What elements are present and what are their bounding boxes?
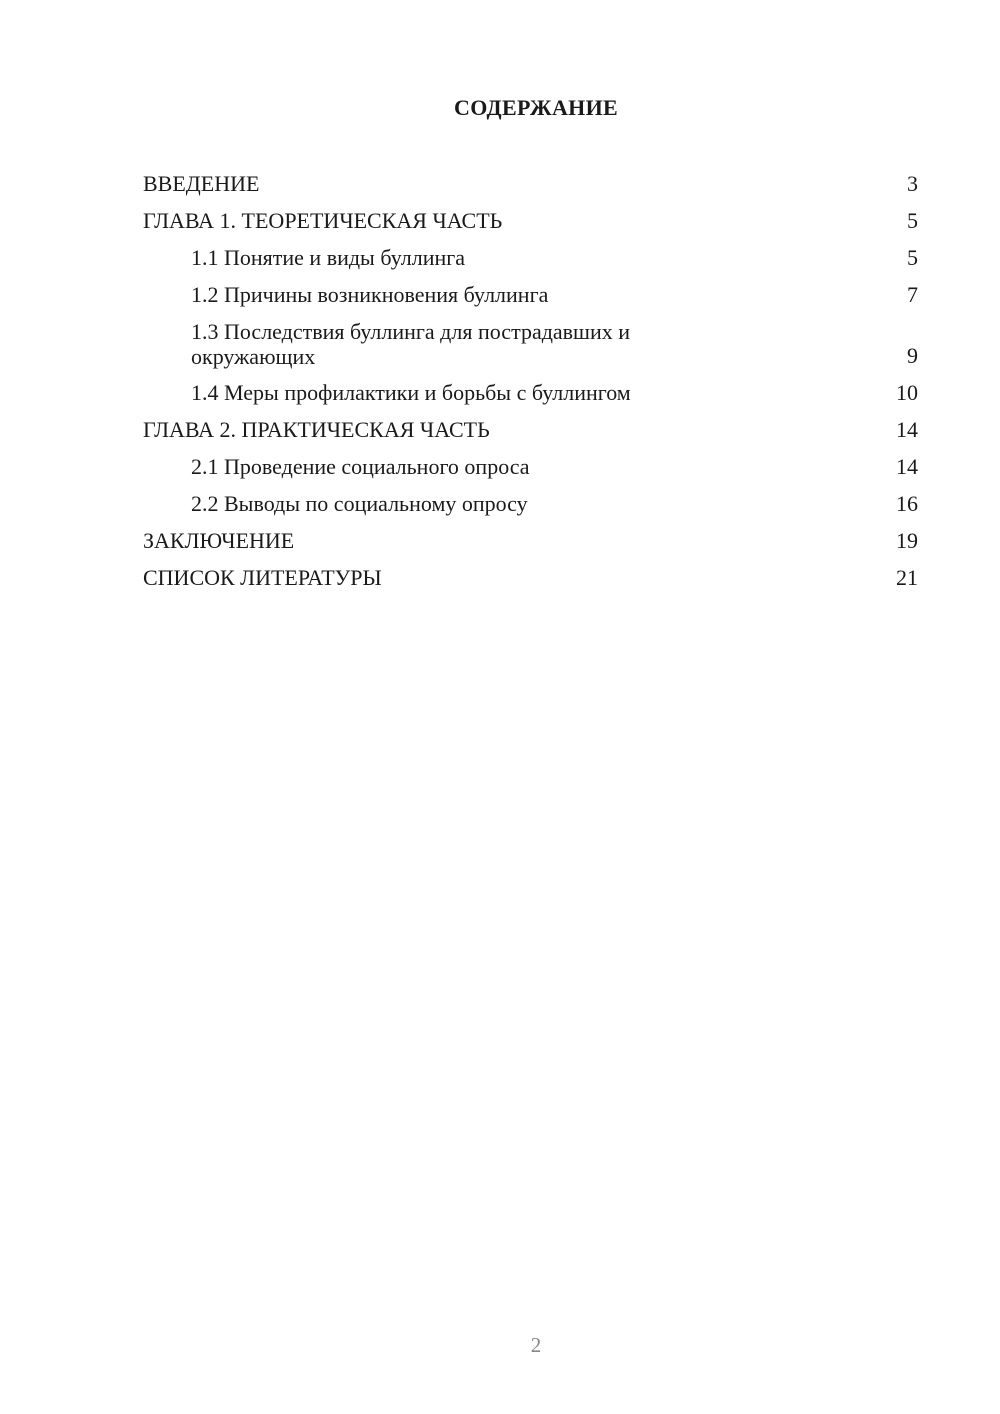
toc-entry-page: 14 [896, 417, 918, 442]
toc-entry-title: ВВЕДЕНИЕ [143, 171, 260, 196]
page-title: СОДЕРЖАНИЕ [454, 95, 618, 120]
toc-entry-section-2-2[interactable] [143, 488, 918, 525]
toc-entry-title: 1.4 Меры профилактики и борьбы с буллингом [191, 380, 631, 405]
toc-entry-chapter-1[interactable] [143, 205, 918, 242]
toc-entry-title: 1.2 Причины возникновения буллинга [191, 282, 549, 307]
toc-entry-introduction[interactable] [143, 168, 918, 205]
toc-entry-section-1-4[interactable] [143, 377, 918, 414]
toc-entry-title: 2.2 Выводы по социальному опросу [191, 491, 528, 516]
toc-entry-page: 5 [907, 245, 918, 270]
toc-entry-title: 1.1 Понятие и виды буллинга [191, 245, 466, 270]
toc-entry-title: СПИСОК ЛИТЕРАТУРЫ [143, 565, 382, 590]
toc-entry-section-1-2[interactable] [143, 279, 918, 316]
toc-entry-title: ГЛАВА 2. ПРАКТИЧЕСКАЯ ЧАСТЬ [143, 417, 490, 442]
toc-entry-title: ЗАКЛЮЧЕНИЕ [143, 528, 295, 553]
toc-entry-title: ГЛАВА 1. ТЕОРЕТИЧЕСКАЯ ЧАСТЬ [143, 208, 503, 233]
toc-entry-bibliography[interactable] [143, 562, 918, 599]
toc-entry-page: 14 [896, 454, 918, 479]
toc-entry-page: 7 [907, 282, 918, 307]
toc-entry-section-1-3[interactable] [143, 316, 918, 377]
toc-entry-page: 9 [907, 343, 918, 368]
toc-entry-title: 2.1 Проведение социального опроса [191, 454, 530, 479]
toc-entry-section-1-1[interactable] [143, 242, 918, 279]
toc-entry-chapter-2[interactable] [143, 414, 918, 451]
toc-entry-page: 21 [896, 565, 918, 590]
toc-entry-page: 3 [907, 171, 918, 196]
toc-entry-page: 19 [896, 528, 918, 553]
toc-entry-page: 10 [896, 380, 918, 405]
table-of-contents [143, 168, 918, 599]
toc-entry-conclusion[interactable] [143, 525, 918, 562]
toc-entry-title: 1.3 Последствия буллинга для пострадавших и окружающих [191, 319, 631, 369]
toc-entry-section-2-1[interactable] [143, 451, 918, 488]
toc-entry-page: 5 [907, 208, 918, 233]
toc-entry-page: 16 [896, 491, 918, 516]
page-number: 2 [530, 1333, 542, 1357]
